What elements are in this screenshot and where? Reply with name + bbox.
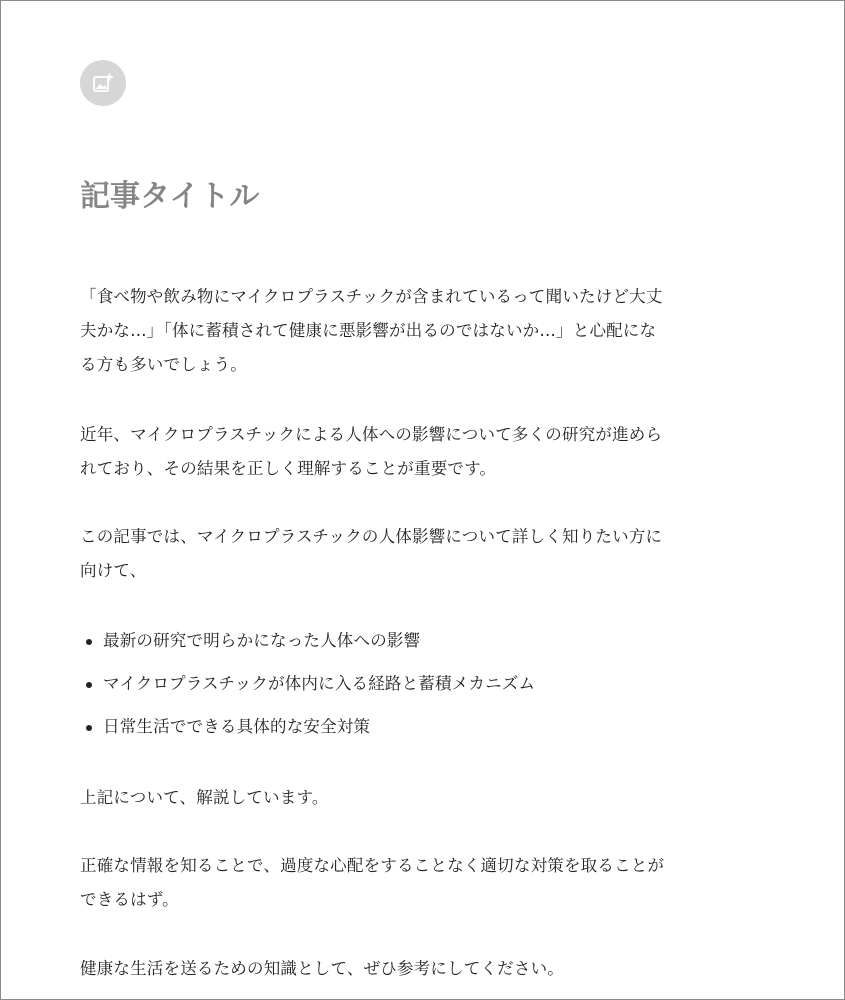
bullet-dot — [86, 639, 92, 645]
bullet-list — [80, 624, 535, 753]
bullet-dot — [86, 682, 92, 688]
article-title-field[interactable]: 記事タイトル — [80, 179, 260, 214]
body-paragraph[interactable]: この記事では、マイクロプラスチックの人体影響について詳しく知りたい方に向けて、 — [80, 527, 663, 580]
body-paragraph[interactable]: 正確な情報を知ることで、過度な心配をすることなく適切な対策を取ることができるはず。 — [80, 856, 665, 909]
bullet-text: マイクロプラスチックが体内に入る経路と蓄積メカニズム — [103, 674, 536, 693]
body-paragraph[interactable]: 上記について、解説しています。 — [80, 788, 329, 807]
add-image-button[interactable] — [80, 60, 126, 106]
bullet-item[interactable] — [80, 667, 535, 710]
body-paragraph[interactable]: 「食べ物や飲み物にマイクロプラスチックが含まれているって聞いたけど大丈夫かな…」「体に蓄積されて健康に悪影響が出るのではないか…」と心配になる方も多いでしょう。 — [80, 287, 663, 374]
bullet-item[interactable] — [80, 624, 535, 667]
bullet-text: 最新の研究で明らかになった人体への影響 — [103, 631, 421, 650]
body-paragraph[interactable]: 健康な生活を送るための知識として、ぜひ参考にしてください。 — [80, 959, 564, 978]
body-paragraph[interactable]: 近年、マイクロプラスチックによる人体への影響について多くの研究が進められており、その結果を正しく理解することが重要です。 — [80, 425, 663, 478]
image-plus-icon — [92, 72, 114, 94]
bullet-text: 日常生活でできる具体的な安全対策 — [103, 717, 371, 736]
bullet-dot — [86, 725, 92, 731]
bullet-item[interactable] — [80, 710, 535, 753]
